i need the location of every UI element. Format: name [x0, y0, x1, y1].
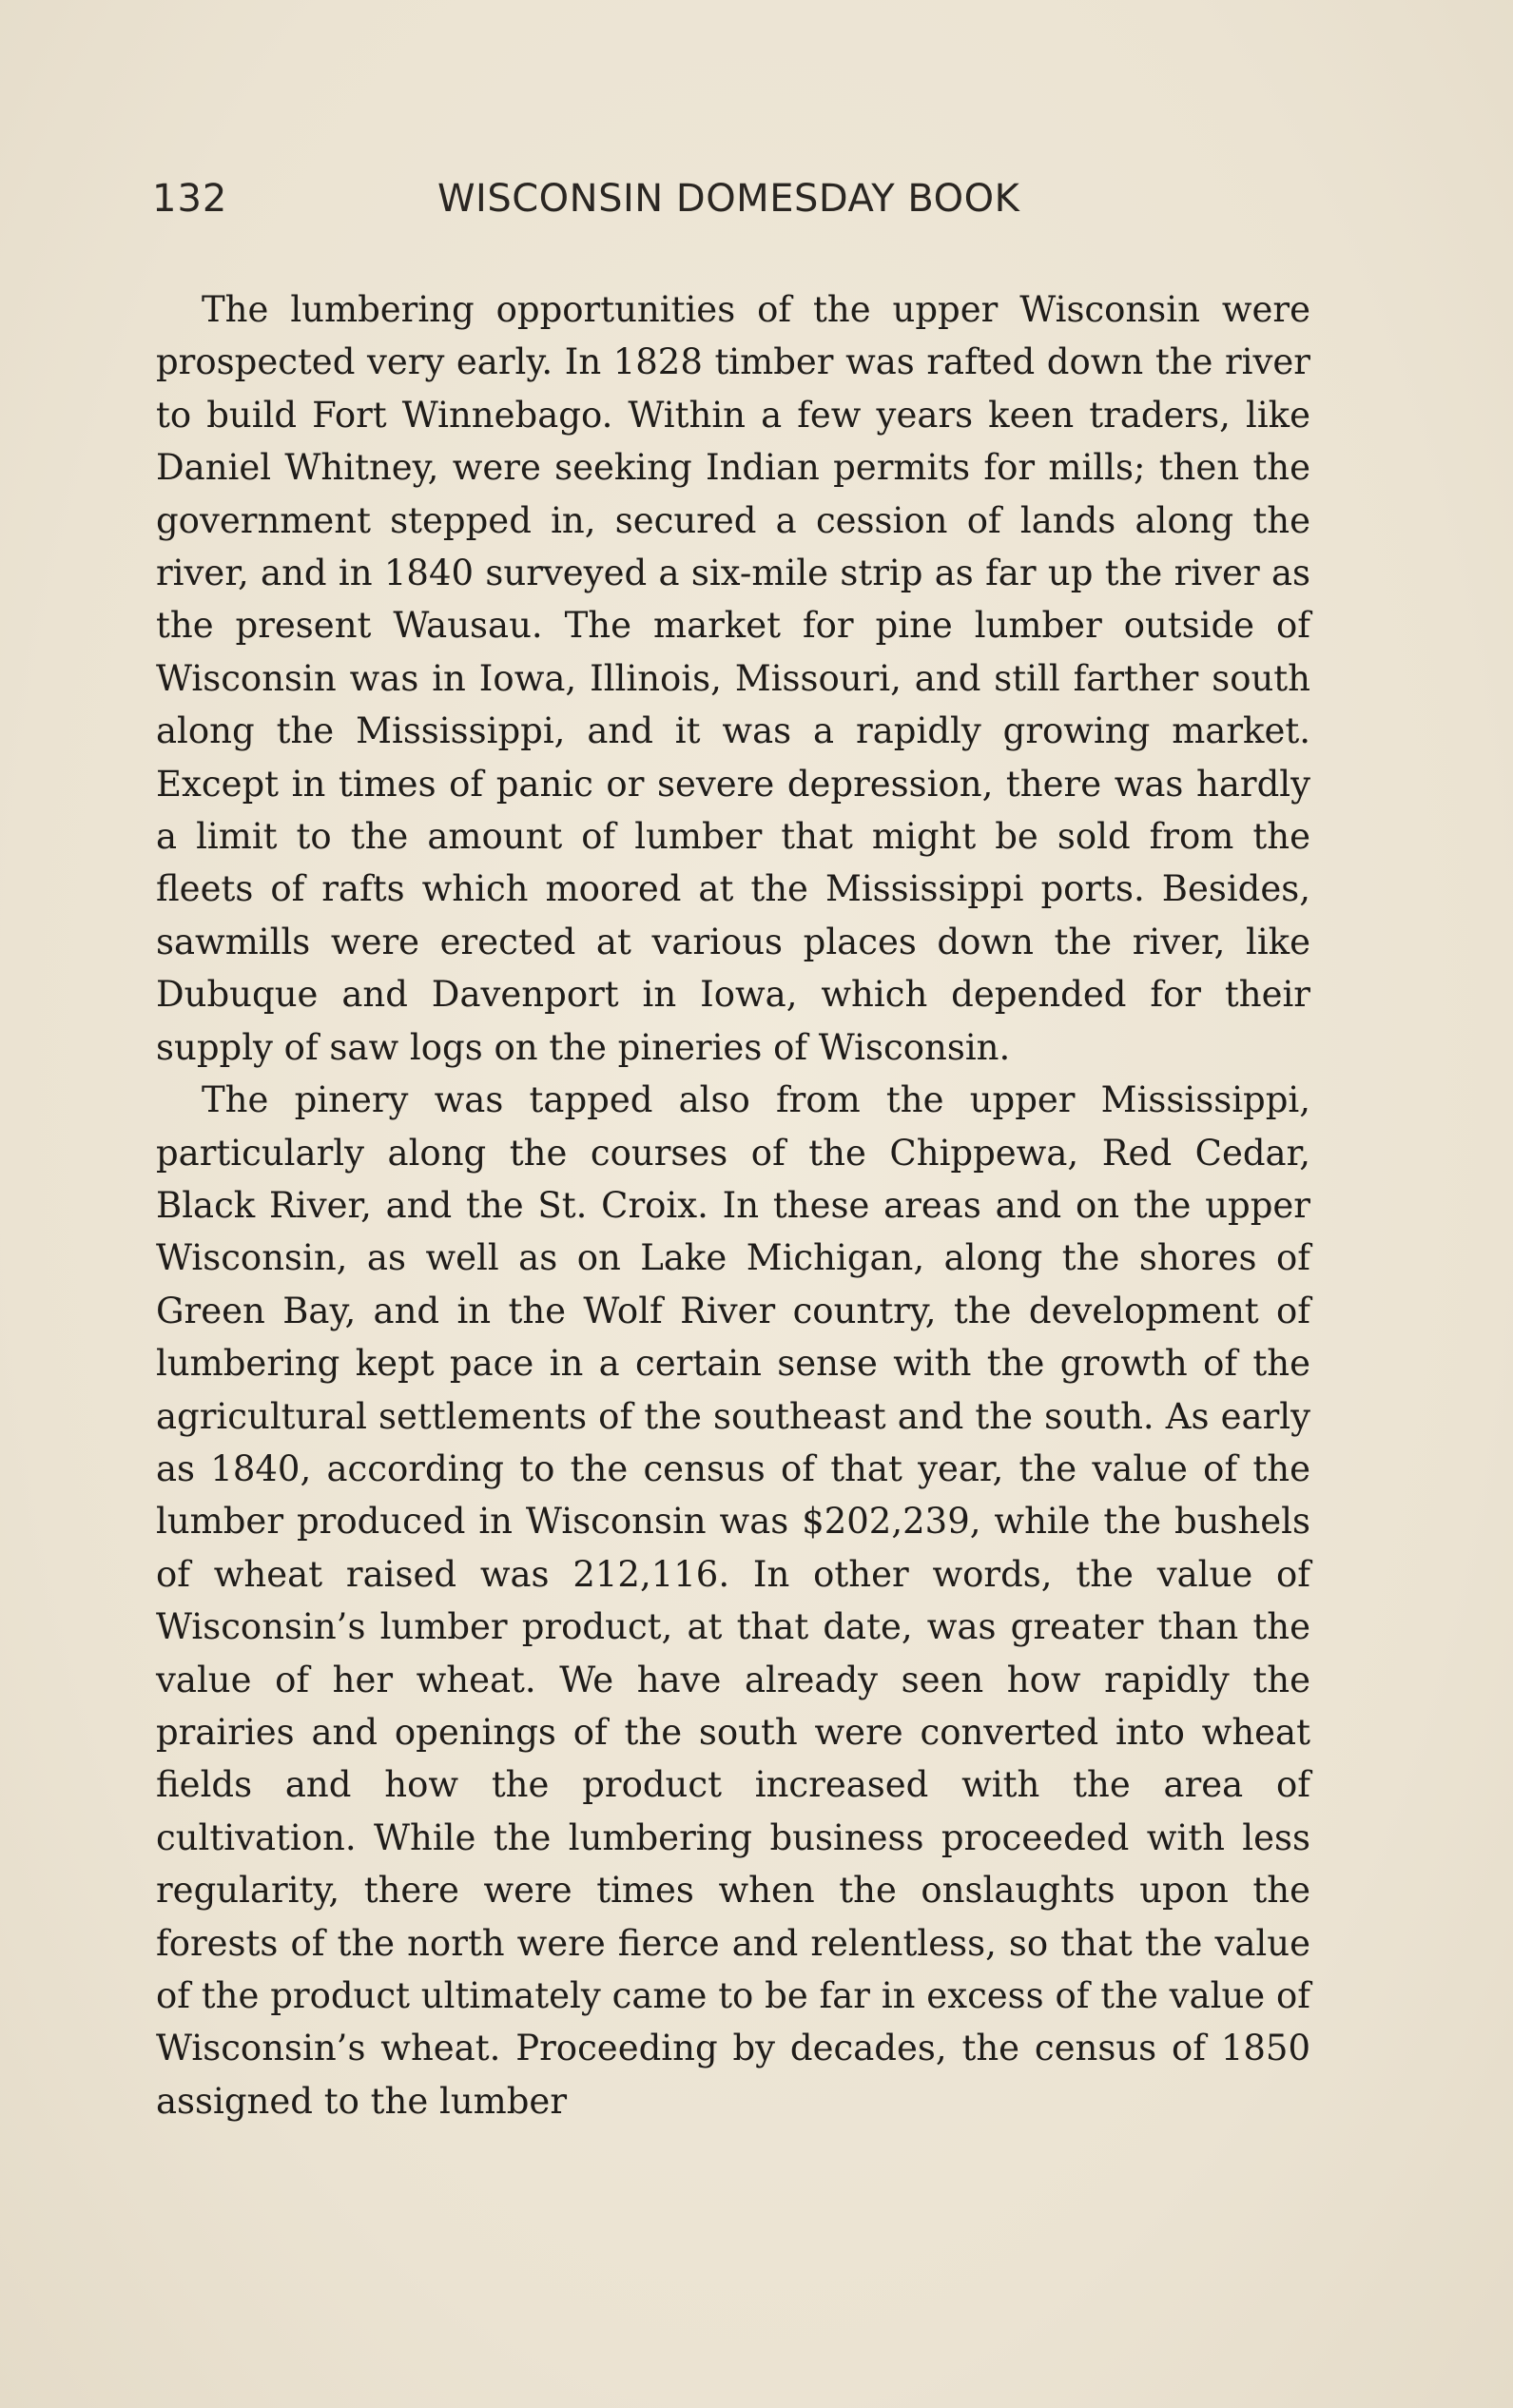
page-number: 132 — [152, 177, 228, 221]
page-header — [152, 171, 1320, 238]
body-text — [156, 283, 1310, 2127]
paragraph-2: The pinery was tapped also from the upper Mississippi, particularly along the courses of the Chippewa, Red Cedar, Black River, and the St. Croix. In these areas and on the upper Wisconsin, as well as on Lake Michigan, along the shores of Green Bay, and in the Wolf River country, the development of lumbering kept pace in a certain sense with the growth of the agricultural settlements of the southeast and the south. As early as 1840, according to the census of that year, the value of the lumber produced in Wisconsin was $202,239, while the bushels of wheat raised was 212,116. In other words, the value of Wisconsin’s lumber product, at that date, was greater than the value of her wheat. We have already seen how rapidly the prairies and openings of the south were converted into wheat fields and how the product increased with the area of cultivation. While the lumbering business proceeded with less regularity, there were times when the onslaughts upon the forests of the north were fierce and relentless, so that the value of the product ultimately came to be far in excess of the value of Wisconsin’s wheat. Proceeding by decades, the census of 1850 assigned to the lumber — [156, 1079, 1310, 2122]
running-head: WISCONSIN DOMESDAY BOOK — [437, 177, 1020, 221]
paragraph-1: The lumbering opportunities of the upper Wisconsin were prospected very early. In 1828 timber was rafted down the river to build Fort Winnebago. Within a few years keen traders, like Daniel Whitney, were seeking Indian permits for mills; then the government stepped in, secured a cession of lands along the river, and in 1840 surveyed a six-mile strip as far up the river as the present Wausau. The market for pine lumber outside of Wisconsin was in Iowa, Illinois, Missouri, and still farther south along the Mississippi, and it was a rapidly growing market. Except in times of panic or severe depression, there was hardly a limit to the amount of lumber that might be sold from the fleets of rafts which moored at the Mississippi ports. Besides, sawmills were erected at various places down the river, like Dubuque and Davenport in Iowa, which depended for their supply of saw logs on the pineries of Wisconsin. — [156, 289, 1310, 1068]
